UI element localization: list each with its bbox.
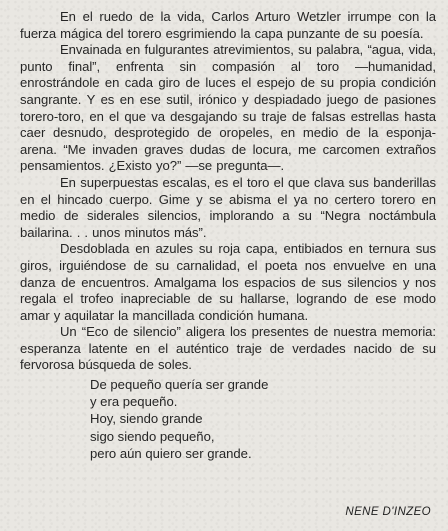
paragraph-4: Desdoblada en azules su roja capa, entibiados en ternura sus giros, irguiéndose de su carnalidad, el poeta nos envuelve en una danza de encuentros. Amalgama los espacios de sus silencios y nos regala el trofeo inapreciable de su hallarse, logrando de ese modo amar y aquilatar la mancillada condición humana. bbox=[20, 241, 436, 323]
author-signature: NENE D'INZEO bbox=[345, 506, 431, 518]
poem-quote bbox=[90, 376, 436, 462]
paragraph-2: Envainada en fulgurantes atrevimientos, su palabra, “agua, vida, punto final”, enfrenta sin compasión al toro —humanidad, enrostrándole en cada giro de luces el espejo de su propia condición sangrante. Y es en ese sutil, irónico y despiadado juego de pasiones torero-toro, en el que va desgajando su traje de falsas estrellas hasta caer desnudo, desprotegido de oropeles, en medio de la esponja-arena. “Me invaden graves dudas de locura, me carcomen extraños pensamientos. ¿Existo yo?” —se pregunta—. bbox=[20, 42, 436, 174]
paragraph-3: En superpuestas escalas, es el toro el que clava sus banderillas en el hincado cuerpo. Gime y se abisma el ya no certero torero en medio de siderales silencios, implorando a su “Negra noctámbula bailarina. . . unos minutos más”. bbox=[20, 174, 436, 240]
article-body bbox=[20, 9, 436, 374]
poem-line: pero aún quiero ser grande. bbox=[90, 445, 252, 461]
poem-line: De pequeño quería ser grande bbox=[90, 377, 269, 393]
poem-line: sigo siendo pequeño, bbox=[90, 428, 215, 444]
poem-line: y era pequeño. bbox=[90, 394, 178, 410]
poem-line: Hoy, siendo grande bbox=[90, 411, 203, 427]
paragraph-1: En el ruedo de la vida, Carlos Arturo Wetzler irrumpe con la fuerza mágica del torero esgrimiendo la capa punzante de su poesía. bbox=[20, 9, 436, 41]
paragraph-5: Un “Eco de silencio” aligera los presentes de nuestra memoria: esperanza latente en el auténtico traje de verdades nacido de su fervorosa búsqueda de soles. bbox=[20, 324, 436, 373]
